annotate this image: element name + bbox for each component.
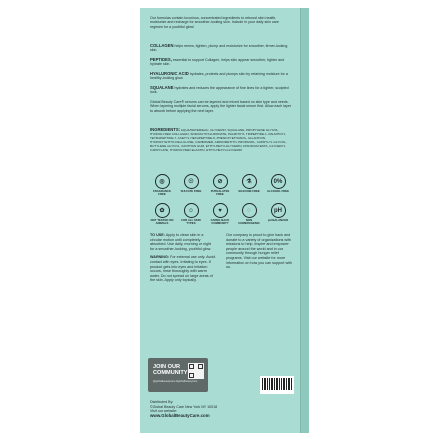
active-name: SQUALANE [150, 85, 174, 90]
silicone-free-icon: ⚗ [242, 174, 257, 189]
badge [237, 203, 261, 225]
cruelty-free-icon: ✿ [155, 203, 170, 218]
active-collagen [150, 44, 292, 53]
badge [150, 203, 174, 225]
badge [150, 174, 174, 196]
active-hyaluronic [150, 72, 292, 81]
qr-code-icon [188, 363, 204, 379]
alcohol-free-icon: 0% [271, 174, 286, 189]
badge-label: pH BALANCED [267, 218, 289, 222]
join-title: JOIN OUR COMMUNITY [153, 364, 188, 377]
join-community-panel [148, 358, 208, 392]
layering-text: Global Beauty Care® serums can be layered and mixed based on skin type and needs. When layering multiple facial serums, apply the lighter facial serum first. Allow each layer to absorb before applying the next layer. [150, 100, 292, 113]
badge-label: NON COMEDOGENIC [238, 218, 260, 226]
join-handle: @globalbeautycare #globalbeautycare [153, 380, 198, 383]
website-link[interactable]: www.GlobalBeautyCare.com [150, 412, 210, 418]
ingredients-block [150, 128, 292, 152]
phthalate-free-icon: ⊘ [213, 174, 228, 189]
ingredients-label: INGREDIENTS: [150, 127, 181, 132]
badge-label: FRAGRANCE FREE [153, 189, 171, 197]
active-squalane [150, 86, 292, 95]
active-name: COLLAGEN [150, 43, 174, 48]
active-text: essential to support Collagen, helps skin appear smoother, tighter and hydrate skin. [150, 58, 285, 67]
warning-label: WARNING: [150, 255, 170, 260]
visit-label: Visit our website: [150, 409, 178, 413]
box-side-edge [300, 8, 309, 433]
directions-text: Apply to clean skin in a circular motion until completely absorbed. Use daily, morning or night for a smoother-looking, youthful glow. [150, 233, 212, 251]
distributor-address: ©Global Beauty Care New York NY 10018 [150, 404, 218, 409]
active-text: helps renew, tighten, plump and moisturize for smoother, firmer-looking skin. [150, 44, 288, 53]
fragrance-free-icon: ◎ [155, 174, 170, 189]
active-name: PEPTIDES, [150, 57, 172, 62]
badge [266, 203, 290, 225]
badge-label: SILICONE FREE [238, 189, 260, 193]
barcode-icon [260, 376, 294, 394]
badges-row-2 [150, 203, 290, 225]
badge-label: FOR ALL SKIN TYPES [181, 218, 201, 226]
badge [179, 203, 203, 225]
badge [179, 174, 203, 196]
right-column [226, 233, 292, 287]
skin-types-icon: ☺ [184, 203, 199, 218]
non-comedogenic-icon: ◌ [242, 203, 257, 218]
active-text: hydrates and reduces the appearance of fine lines for a tighter, sculpted look. [150, 86, 289, 95]
distributed-by-label: Distributed By: [150, 400, 174, 404]
badge-label: GIVING BACK COMMUNITY [210, 218, 230, 226]
active-text: hydrates, protects and plumps skin by retaining moisture for a healthy-looking glow. [150, 72, 288, 81]
badge [266, 174, 290, 196]
ph-balanced-icon: pH [271, 203, 286, 218]
directions [150, 233, 216, 251]
sulfate-free-icon: ☉ [184, 174, 199, 189]
intro-text: Our formulas contain luxurious, concentrated ingredients to reboost skin health, moisturize and recharge for smoother-looking skin. Include in your daily skin care regimen for a youthful glow! [150, 16, 279, 29]
usage-columns [150, 233, 292, 287]
badge [208, 174, 232, 196]
badge [208, 203, 232, 225]
directions-label: TO USE: [150, 233, 165, 237]
warning [150, 255, 216, 283]
left-column [150, 233, 216, 287]
community-text: Our company is proud to give back and donate to a variety of organizations with missions to help, inspire and empower people around the world and in our community through hunger relief programs. Visit our website for more information on how you can support with us. [226, 233, 293, 270]
ingredients-list: AQUA/WATER/EAU, GLYCERIN, SQUALANE, PROPYLENE GLYCOL, HYDROLYZED COLLAGEN, SODIUM HYALURONATE, PALMITOYL TRIPEPTIDE-1, PALMITOYL TETRAPEPTIDE-7, ACETYL HEXAPEPTIDE-8, PHENOXYETHANOL, ALLANTOIN, HYDROXYETHYLCELLULOSE, CARBOMER, AMINOMETHYL PROPANOL, CAPRYLYL GLYCOL, BUTYLENE GLYCOL, XANTHAN GUM, ETHYLHEXYLGLYCERIN, DISODIUM EDTA, GLYCERYL CAPRYLATE, HYDROLYZED ELASTIN, ETHYLHEXYLGLYCERIN [150, 128, 287, 152]
active-name: HYALURONIC ACID [150, 71, 189, 76]
warning-text: For external use only. Avoid contact with eyes. Irritating to eyes. If product gets into eyes and irritation occurs, rinse thoroughly with warm water. Do not spread on large areas of the skin. Apply only topically. [150, 255, 216, 283]
badges-row-1 [150, 174, 290, 196]
badge-label: SULFATE FREE [180, 189, 202, 193]
product-box-panel [140, 8, 300, 433]
active-peptides [150, 58, 292, 67]
giving-back-icon: ♥ [213, 203, 228, 218]
badge-label: PHTHALATES FREE [210, 189, 230, 197]
distributor-footer [150, 400, 217, 418]
badge [237, 174, 261, 196]
badge-label: ALCOHOL FREE [266, 189, 289, 193]
badge-label: NOT TESTED ON ANIMALS [150, 218, 174, 226]
